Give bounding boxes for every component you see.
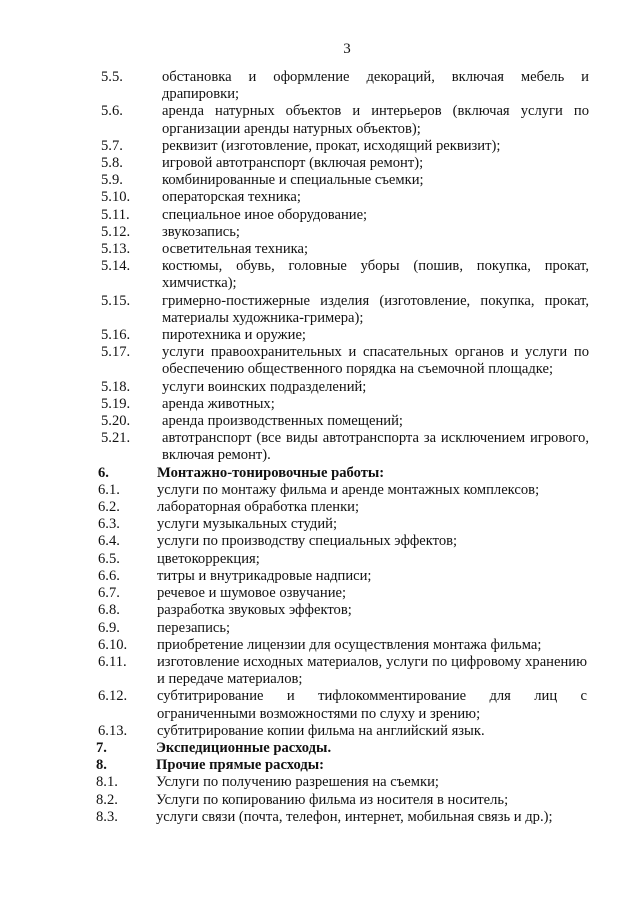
list-item (0, 413, 640, 430)
item-text: звукозапись; (162, 223, 240, 240)
item-number: 5.18. (101, 378, 131, 395)
item-text: услуги воинских подразделений; (162, 378, 367, 395)
list-item (0, 516, 640, 533)
list-item (0, 172, 640, 189)
item-text: субтитрирование копии фильма на английский язык. (157, 722, 485, 739)
item-text: аренда производственных помещений; (162, 413, 403, 430)
item-number: 6. (98, 464, 109, 481)
item-number: 8. (96, 757, 107, 774)
item-number: 6.13. (98, 722, 128, 739)
list-item (0, 379, 640, 396)
list-item (0, 396, 640, 413)
list-item (0, 568, 640, 585)
list-item (0, 103, 640, 137)
list-item (0, 189, 640, 206)
item-text: специальное иное оборудование; (162, 206, 368, 223)
item-number: 6.2. (98, 499, 120, 516)
item-text: услуги по производству специальных эффектов; (157, 533, 458, 550)
item-number: 6.11. (98, 653, 127, 670)
list-item (0, 207, 640, 224)
item-number: 5.13. (101, 241, 131, 258)
item-text: разработка звуковых эффектов; (157, 602, 352, 619)
item-text: автотранспорт (все виды автотранспорта за исключением игрового, включая ремонт). (162, 430, 589, 464)
item-number: 5.8. (101, 155, 123, 172)
list-item (0, 258, 640, 292)
item-number: 5.5. (101, 69, 123, 85)
list-item (0, 138, 640, 155)
list-item (0, 774, 640, 791)
list-item (0, 241, 640, 258)
list-item (0, 155, 640, 172)
item-number: 6.3. (98, 516, 120, 533)
item-text: лабораторная обработка пленки; (157, 499, 360, 516)
item-number: 6.12. (98, 688, 128, 705)
section-heading (0, 757, 640, 774)
item-number: 6.4. (98, 533, 120, 550)
item-number: 6.7. (98, 585, 120, 602)
list-item (0, 792, 640, 809)
item-text: гримерно-постижерные изделия (изготовление, покупка, прокат, материалы художника-гримера); (162, 292, 589, 326)
item-number: 5.17. (101, 344, 131, 361)
item-text: услуги музыкальных студий; (157, 516, 338, 533)
list-item (0, 327, 640, 344)
item-number: 5.19. (101, 395, 131, 412)
item-number: 5.20. (101, 413, 131, 430)
item-number: 5.11. (101, 206, 130, 223)
item-number: 6.1. (98, 481, 120, 498)
list-item (0, 499, 640, 516)
section-heading (0, 740, 640, 757)
list-item (0, 430, 640, 464)
item-text: костюмы, обувь, головные уборы (пошив, покупка, прокат, химчистка); (162, 258, 589, 292)
item-text: Услуги по получению разрешения на съемки; (156, 774, 439, 791)
item-number: 5.6. (101, 103, 123, 120)
item-number: 6.10. (98, 636, 128, 653)
item-text: осветительная техника; (162, 241, 309, 258)
list-item (0, 809, 640, 826)
item-number: 6.8. (98, 602, 120, 619)
list-item (0, 602, 640, 619)
item-number: 8.1. (96, 774, 118, 791)
item-text: перезапись; (157, 619, 231, 636)
list-item (0, 69, 640, 103)
list-item (0, 224, 640, 241)
item-number: 8.3. (96, 808, 118, 825)
item-text: субтитрирование и тифлокомментирование для лиц с ограниченными возможностями по слуху и зрению; (157, 688, 587, 722)
item-number: 5.21. (101, 430, 131, 447)
item-text: Прочие прямые расходы: (156, 757, 324, 774)
item-text: изготовление исходных материалов, услуги по цифровому хранению и передаче материалов; (157, 653, 587, 688)
item-text: Услуги по копированию фильма из носителя в носитель; (156, 791, 509, 808)
list-item (0, 585, 640, 602)
item-text: услуги правоохранительных и спасательных органов и услуги по обеспечению общественного порядка на съемочной площадке; (162, 344, 589, 378)
item-text: услуги по монтажу фильма и аренде монтажных комплексов; (157, 481, 540, 498)
item-text: операторская техника; (162, 189, 301, 206)
list-item (0, 344, 640, 378)
item-number: 5.14. (101, 258, 131, 275)
item-text: цветокоррекция; (157, 550, 260, 567)
item-text: Монтажно-тонировочные работы: (157, 464, 385, 481)
item-number: 6.5. (98, 550, 120, 567)
item-text: Экспедиционные расходы. (156, 739, 332, 756)
item-text: аренда натурных объектов и интерьеров (включая услуги по организации аренды натурных объектов); (162, 103, 589, 137)
list-item (0, 688, 640, 722)
list-item (0, 637, 640, 654)
item-number: 6.6. (98, 567, 120, 584)
item-text: титры и внутрикадровые надписи; (157, 567, 372, 584)
item-text: пиротехника и оружие; (162, 327, 306, 344)
item-text: обстановка и оформление декораций, включая мебель и драпировки; (162, 69, 589, 103)
item-number: 5.9. (101, 172, 123, 189)
item-number: 8.2. (96, 791, 118, 808)
list-item (0, 654, 640, 688)
list-item (0, 723, 640, 740)
item-text: речевое и шумовое озвучание; (157, 585, 347, 602)
expense-list (0, 69, 640, 826)
item-number: 5.12. (101, 223, 131, 240)
item-number: 5.7. (101, 137, 123, 154)
item-number: 6.9. (98, 619, 120, 636)
item-text: игровой автотранспорт (включая ремонт); (162, 155, 424, 172)
list-item (0, 533, 640, 550)
item-text: приобретение лицензии для осуществления монтажа фильма; (157, 636, 542, 653)
item-number: 5.10. (101, 189, 131, 206)
item-number: 5.15. (101, 292, 131, 309)
item-text: комбинированные и специальные съемки; (162, 172, 424, 189)
section-heading (0, 465, 640, 482)
item-text: реквизит (изготовление, прокат, исходящий реквизит); (162, 137, 501, 154)
list-item (0, 293, 640, 327)
item-number: 7. (96, 739, 107, 756)
item-number: 5.16. (101, 327, 131, 344)
page-number: 3 (343, 41, 351, 57)
item-text: услуги связи (почта, телефон, интернет, мобильная связь и др.); (156, 808, 553, 825)
list-item (0, 620, 640, 637)
list-item (0, 551, 640, 568)
list-item (0, 482, 640, 499)
item-text: аренда животных; (162, 395, 275, 412)
